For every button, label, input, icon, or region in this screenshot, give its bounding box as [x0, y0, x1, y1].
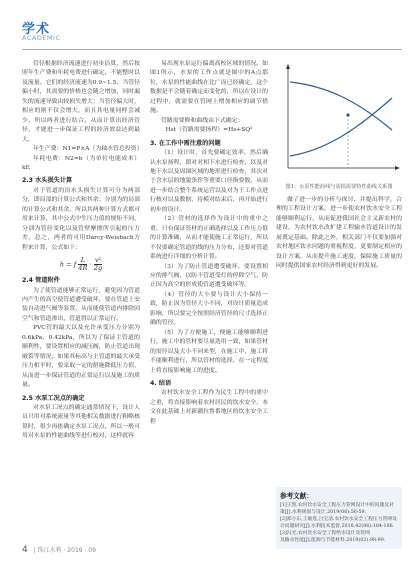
paragraph: 做了进一步的分析与探讨，并提出科学，合理的工程设计方案，进一步使农村饮水安全工程能够顺利运行，从而促进我国社会主义新农村的建设，为农村饮水改扩建工程输水管道设计的发展奠定基础。除此之外，相关部门不仅要加强对农村地区饮水问题的重视程度，更要制定相应的设计方案，从而提升施工速度，保障施工质量的同时提供国家农村经济得到更好的发展。: [276, 197, 402, 270]
darcy-formula: [22, 257, 140, 272]
paragraph: 管径根据经济流速进行初步估算，然后按照年生产费和年耗电费进行确定，不能整时以及流量。它们的经济流速为0.9~1.5，当管径偏小时，其需要的价格也会随之增加，同时漏失的流速导致由较损失增大；当管径偏大时，相应的则不仅会增大，而且其电量同样会减少，所以两者进行结合，从而计算出经济管径，才能进一步保证工程的经济效益达到最大。: [22, 61, 140, 143]
formula-lhs: h = f: [59, 260, 77, 269]
formula-num: v²: [94, 256, 102, 265]
paragraph: （3）为了防止管道遭受破坏，要设置相应的排气阀，以防不管道受灯的停除空气，防止因为高空的形成使管道遭受破坏等。: [150, 263, 268, 289]
paragraph: 年耗电费：N2=b（为单位电能成本）kE: [22, 155, 140, 171]
text-column-1: [22, 60, 143, 442]
journal-info: | 珠江水利 · 2019 · 09: [33, 547, 96, 554]
section-heading: 3. 在工作中需注意的问题: [150, 139, 221, 147]
journal-header: [22, 16, 402, 50]
figure-caption: 图1：水泵性能曲线与需损需要特性曲线关系图: [285, 184, 393, 190]
section-heading: 2.5 水泵工况点的确定: [22, 394, 85, 402]
section-heading: 4. 结语: [150, 379, 172, 387]
y-axis-arrow: [286, 64, 290, 69]
paragraph: 易出现水泵运行偏离高校区域的情况。如图1所示，水泵的工作点就是图中的A点那位，水泵的性能曲线在比广而已经确定，这个数据是不会随着确定而变化的，所以在设计的过程中，就需要在管网上增加相应的调节措施。: [150, 61, 268, 115]
section-heading: 2.3 水头损失计算: [22, 177, 73, 185]
references-box: [276, 487, 402, 549]
formula-den: 4R: [78, 264, 88, 273]
pump-curve-svg: [276, 60, 402, 178]
paragraph: PVC管的最大以及允许承受压力分别为0.6kPa，0.42kPa，所以为了保证主管道的顺利性，要设置相应的减压阀，防止管道出现破裂等情况；如果其标高与主管道的最大承受压力相平时，要采取一定的措施降低压力值，从而进一步保证管道的正常运行以及施工的质量。: [22, 325, 140, 389]
section-brand-sub: ACADEMIC: [22, 34, 61, 42]
x-axis-arrow: [395, 166, 400, 170]
formula-fraction-1: [78, 257, 87, 272]
pipe-characteristic-curve: [290, 98, 392, 156]
text-column-2: [150, 60, 268, 427]
reference-item: 及输水性能[J].能源与节能材料,2019(02):98-99.: [280, 538, 386, 543]
section-brand: 学术: [22, 22, 51, 37]
formula-den: 2g: [93, 264, 103, 273]
paragraph: （5）为了方便施工，便施工能够顺利进行，施工中的管材要尽量选用一致，如果管材的需径以及大小不同来型，在施工中，施工将不能顺利进行，所以管材的选择，在一定程度上将直接影响施工的进度。: [150, 329, 268, 374]
pump-curve-figure: [276, 60, 402, 178]
paragraph: 对水泵工况点的确定通常情况下，设计人员只用对系统流量等其他相关数据进行粗略核算时，很少再依确定水泵工况点，所以一般可用对水泵的性能曲线等进行校对，这样就容: [22, 404, 140, 440]
page-number: 4: [22, 545, 28, 555]
paragraph: （1）设计时，首先要确定效率，然后确认水泵扬程，即对对相下水进行检查，以及对地下水以及周围区域的地形进行检查，其次对于含水层的地貌条件等重要口径指要数，从而进一步结合整个系统运营以及对为于工作点进行核对以及数据，待模对结束后，再开始进行初步的设计。: [150, 150, 268, 213]
paragraph: 为了使管道能够正常运行，避免因为管道内产生的高空使管道遭受破坏，要在管道上安装自动进气阀等装置，从而能使管道内排除因空气和管道渗出，管道得以正常运行。: [22, 287, 140, 322]
formula-num: L: [78, 257, 87, 265]
page-footer: [22, 545, 96, 555]
references-title: 参考文献：: [280, 492, 313, 500]
paragraph: （4）管径的大小要与设计大小保持一致，防止因为管径大小不同，对设计质量造成影响，所以要完全按照经济管径的尺寸选择正确的管径。: [150, 291, 268, 327]
pipe-head-formula: Hst（管路需要扬程）=Hs+SQ²: [165, 127, 253, 134]
paragraph: 年生产费：N1=P×A（为轴水管总投资）: [33, 146, 143, 153]
reference-item: [2]郑小东,王敏莲,吕宝清.农村饮水安全工程压力管网设计问题研究[J].水利技术监督,2018,42(06):184-186.: [280, 517, 397, 529]
reference-item: [3]冯光,农村饮水安全工程给水设计及管网: [280, 531, 370, 536]
section-heading: 2.4 管道附件: [22, 277, 60, 285]
formula-times: ·: [89, 260, 92, 269]
text-column-3: [276, 196, 402, 272]
paragraph: 对于管道的沿水头损失计算可分为两部分，即局部的计算公式和其余；分别为的局部的计算公式和其余，所以其两种计算方式都可用来计算，其中公式中生压力值的规矩不同，分别为管径变化以及管壁摩擦所引起的压力差。总之，两者的可用Darcy-Weisbach方程来计算，公式如下：: [22, 187, 140, 251]
paragraph: 管路需要修和曲线由下式确定：: [161, 117, 244, 124]
formula-fraction-2: [94, 257, 102, 272]
reference-item: [1]王凯.农村饮水安全工程压力管网设计中的问题及对策[J].水利规划与设计,2019(06):56-59.: [280, 503, 394, 515]
pump-performance-curve: [290, 82, 392, 130]
paragraph: （2）管材的选择作为设计中的重中之重，只有保证管材的正确选择以及工作压力值的计算准确，从而才能使施工正常运行，所以不仅要确定管道的线的压力分布，还要对管道系统进行详细的分析计算。: [150, 216, 268, 261]
paragraph: 农村饮水安全工程作为民生工程中的重中之重，将直接影响着农村居民的饮水安全，本文在此基础上对新疆拉鲁番地区的饮水安全工程: [150, 390, 268, 425]
